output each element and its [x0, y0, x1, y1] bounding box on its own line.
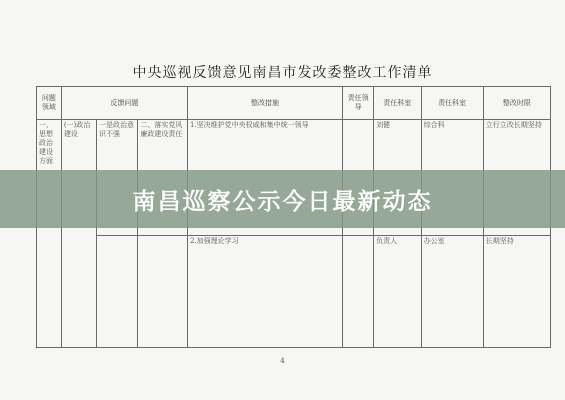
table-cell: (一)政治建设 [61, 120, 96, 348]
banner-title: 南昌巡察公示今日最新动态 [132, 188, 433, 215]
table-cell: 一是政治意识不强 [96, 120, 137, 236]
table-header-row [37, 87, 551, 120]
table-cell [343, 236, 374, 348]
page-number: 4 [280, 357, 285, 365]
header-deadline: 整改时限 [483, 87, 550, 120]
header-measures: 整改措施 [187, 87, 342, 120]
table-cell [138, 236, 188, 348]
header-feedback-problem: 反馈问题 [61, 87, 187, 120]
table-cell: 1.坚决维护党中央权威和集中统一领导 [187, 120, 342, 236]
table-cell [96, 236, 137, 348]
document-title: 中央巡视反馈意见南昌市发改委整改工作清单 [132, 65, 433, 81]
table-cell: 长期坚持 [483, 236, 550, 348]
table-cell: 负责人 [374, 236, 422, 348]
header-problem-area: 问题领域 [37, 87, 62, 120]
header-responsible-office: 责任科室 [421, 87, 483, 120]
table-cell: 2.加强理论学习 [187, 236, 342, 348]
table-cell: 综合科 [421, 120, 483, 236]
header-responsible-unit: 责任科室 [374, 87, 422, 120]
table-cell: 办公室 [421, 236, 483, 348]
table-cell: 立行立改长期坚持 [483, 120, 550, 236]
header-responsible-leader: 责任领导 [343, 87, 374, 120]
table-cell: 一、思想政治建设方面 [37, 120, 62, 348]
table-cell: 刘健 [374, 120, 422, 236]
headline-banner [0, 170, 565, 228]
table-row [37, 236, 551, 348]
table-cell: 二、落实党风廉政建设责任 [138, 120, 188, 236]
